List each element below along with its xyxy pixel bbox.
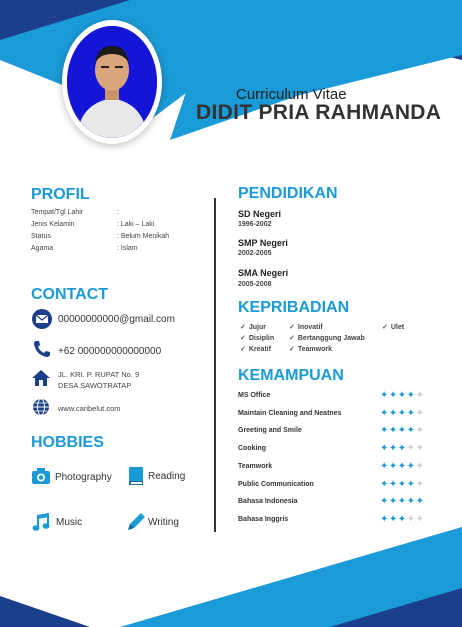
music-note-icon [31,512,51,532]
skill-rating [380,479,424,490]
rating-star-filled-icon: ✦ [380,460,389,472]
pencil-icon [125,511,147,533]
profil-value-4: : Islam [117,245,138,252]
skill-row [238,427,428,439]
rating-star-filled-icon: ✦ [406,407,416,419]
skill-label: MS Office [238,392,271,399]
cv-subtitle: Curriculum Vitae [236,86,347,103]
rating-star-empty-icon: ✦ [415,460,425,472]
profil-heading: PROFIL [31,186,90,203]
rating-star-empty-icon: ✦ [415,407,425,419]
rating-star-empty-icon: ✦ [415,425,425,437]
rating-star-filled-icon: ✦ [380,407,389,419]
rating-star-filled-icon: ✦ [406,478,416,490]
skill-row [238,392,428,404]
rating-star-empty-icon: ✦ [406,513,416,525]
rating-star-filled-icon: ✦ [380,513,389,525]
profil-value-2: : Laki – Laki [117,221,155,228]
rating-star-filled-icon: ✦ [380,496,389,508]
profil-label-3: Status [31,233,51,240]
skill-label: Cooking [238,445,266,453]
skill-label: Teamwork [238,462,273,470]
rating-star-filled-icon: ✦ [415,496,425,508]
profil-label-4: Agama [31,245,54,252]
trait-ulet: ✓ Ulet [382,324,405,331]
person-avatar-icon [67,26,157,138]
hobby-music: Music [56,517,83,528]
skill-row [238,513,428,528]
contact-address-line1: JL. KRI. P. RUPAT No. 9 [58,370,140,379]
trait-kreatif: ✓ Kreatif [240,346,272,353]
skill-rating [380,443,424,454]
profil-value-3: : Belum Menikah [117,233,170,240]
globe-icon [32,398,50,416]
rating-star-empty-icon: ✦ [406,443,416,455]
rating-star-filled-icon: ✦ [397,390,407,401]
skill-row [238,478,428,493]
contact-website[interactable]: www.caribelut.com [58,404,121,413]
pendidikan-heading: PENDIDIKAN [238,185,338,202]
rating-star-empty-icon: ✦ [415,478,425,490]
rating-star-filled-icon: ✦ [380,425,389,437]
hobby-photography: Photography [55,472,112,483]
skill-rating [380,408,424,419]
rating-star-filled-icon: ✦ [380,390,389,401]
profil-label-1: Tempat/Tgl Lahir [31,209,84,216]
edu-school-3: SMA Negeri [238,268,289,278]
rating-star-filled-icon: ✦ [397,407,407,419]
rating-star-filled-icon: ✦ [388,513,398,525]
skill-row [238,445,428,457]
trait-jujur: ✓ Jujur [240,324,266,331]
rating-star-filled-icon: ✦ [406,390,416,401]
trait-bertanggung-jawab: ✓ Bertanggung Jawab [289,335,365,342]
rating-star-filled-icon: ✦ [388,407,398,419]
skill-label: Greeting and Smile [238,427,302,435]
rating-star-filled-icon: ✦ [380,443,389,455]
skill-rating [380,390,424,401]
rating-star-empty-icon: ✦ [415,513,425,525]
home-icon [31,369,51,387]
rating-star-filled-icon: ✦ [397,443,407,455]
rating-star-filled-icon: ✦ [397,425,407,437]
skill-rating [380,496,424,507]
book-icon [127,466,145,486]
contact-email[interactable]: 00000000000@gmail.com [58,314,175,325]
skill-label: Bahasa Indonesia [238,498,298,506]
skill-rating [380,425,424,436]
rating-star-filled-icon: ✦ [397,496,407,508]
skill-row [238,498,428,510]
contact-address-line2: DESA SAWOTRATAP [58,381,132,390]
person-name: DIDIT PRIA RAHMANDA [196,101,442,124]
rating-star-filled-icon: ✦ [406,460,416,472]
trait-disiplin: ✓ Disiplin [240,335,275,342]
rating-star-filled-icon: ✦ [397,460,407,472]
profil-value-1: : [117,209,119,216]
hobby-reading: Reading [148,471,186,482]
skill-row [238,460,428,475]
skill-rating [380,461,424,472]
email-icon [31,309,53,329]
rating-star-filled-icon: ✦ [388,425,398,437]
skill-label: Maintain Cleaning and Neatnes [238,409,342,417]
column-divider [214,198,216,532]
contact-phone[interactable]: +62 000000000000000 [58,346,162,357]
edu-years-1: 1996-2002 [238,221,272,228]
camera-icon [31,467,51,485]
hobbies-heading: HOBBIES [31,434,104,451]
rating-star-filled-icon: ✦ [388,460,398,472]
kemampuan-heading: KEMAMPUAN [238,367,344,384]
rating-star-filled-icon: ✦ [397,513,407,525]
rating-star-empty-icon: ✦ [415,443,425,455]
trait-teamwork: ✓ Teamwork [289,346,332,353]
profile-photo [67,26,157,138]
rating-star-filled-icon: ✦ [397,478,407,490]
contact-heading: CONTACT [31,286,109,303]
rating-star-filled-icon: ✦ [388,478,398,490]
rating-star-filled-icon: ✦ [388,390,398,401]
skill-row [238,407,428,422]
edu-school-1: SD Negeri [238,209,282,219]
skill-label: Bahasa Inggris [238,515,289,523]
profil-label-2: Jenis Kelamin [31,221,75,228]
rating-star-filled-icon: ✦ [380,478,389,490]
rating-star-filled-icon: ✦ [406,496,416,508]
skill-label: Public Communication [238,480,314,488]
trait-inovatif: ✓ Inovatif [289,324,323,331]
rating-star-empty-icon: ✦ [415,390,425,401]
edu-years-3: 2005-2008 [238,281,272,288]
skill-rating [380,514,424,525]
kepribadian-heading: KEPRIBADIAN [238,299,350,316]
rating-star-filled-icon: ✦ [388,496,398,508]
profile-photo-frame [62,20,162,144]
rating-star-filled-icon: ✦ [388,443,398,455]
hobby-writing: Writing [148,517,179,528]
edu-school-2: SMP Negeri [238,238,288,248]
edu-years-2: 2002-2005 [238,250,272,257]
rating-star-filled-icon: ✦ [406,425,416,437]
phone-icon [33,340,51,358]
